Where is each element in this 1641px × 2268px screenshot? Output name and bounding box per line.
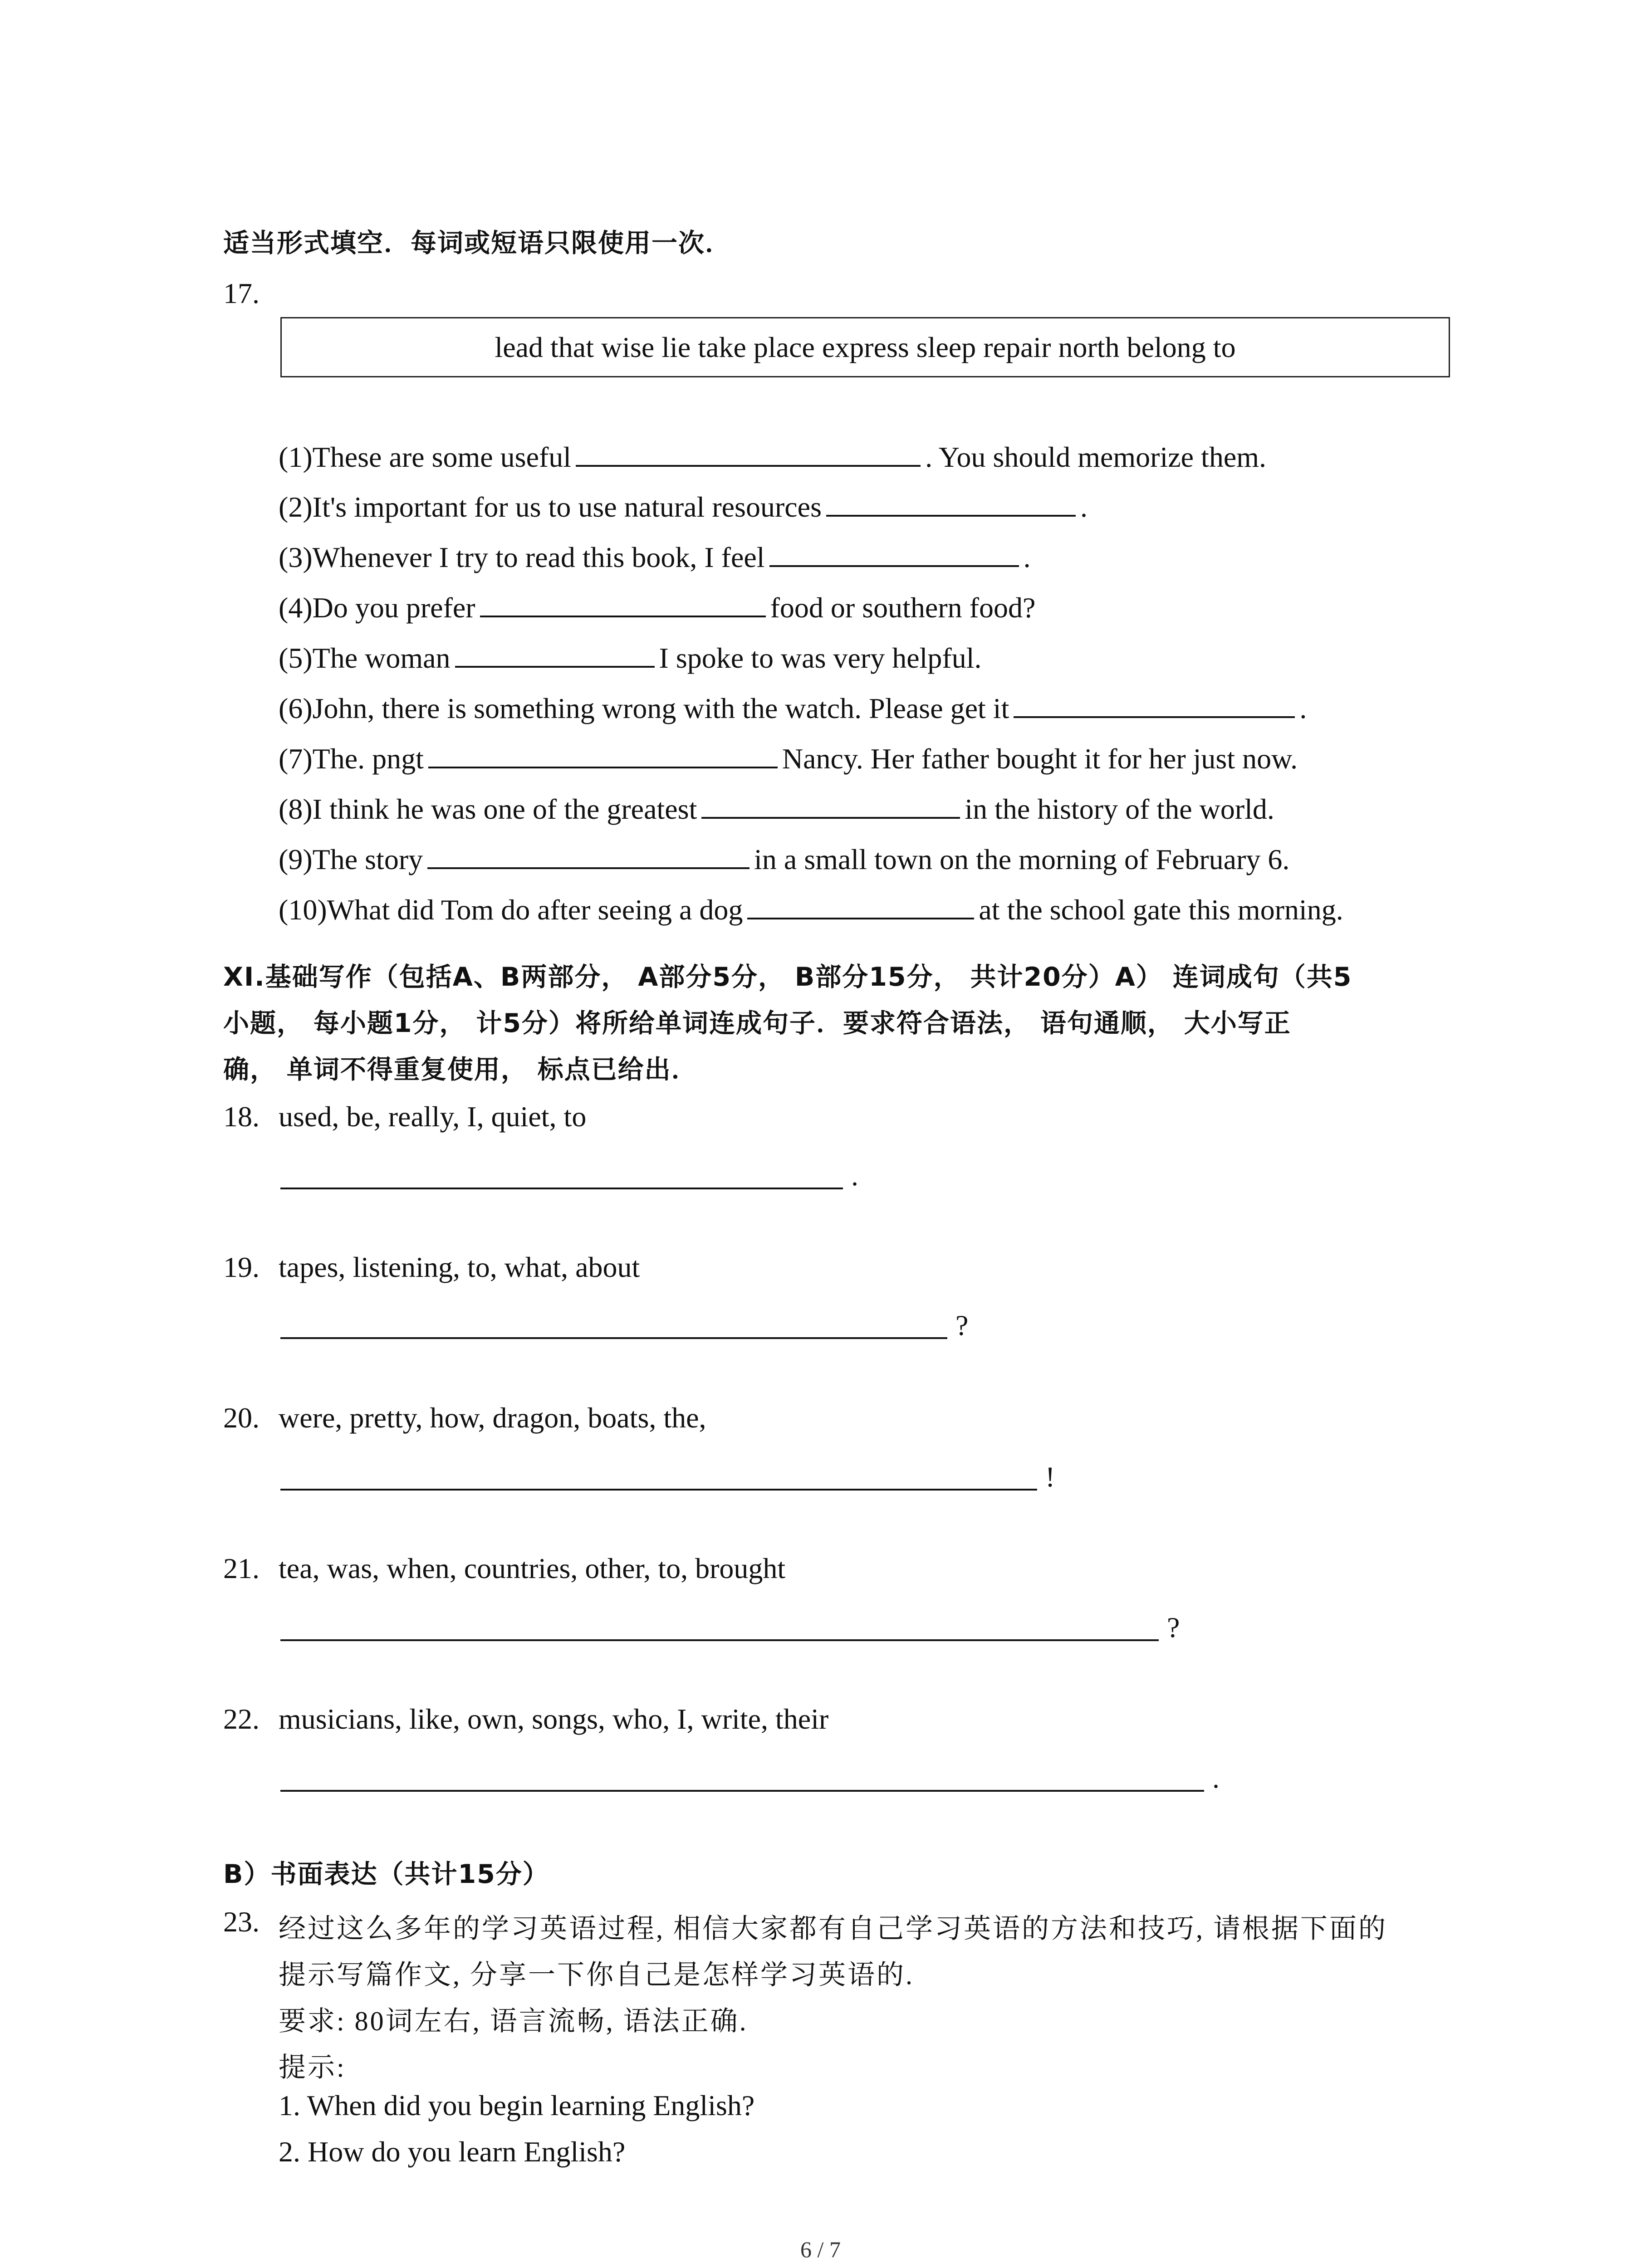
q17-number: 17.: [223, 277, 260, 309]
q19-number: 19.: [223, 1251, 260, 1283]
q19-punct: ?: [955, 1309, 969, 1341]
q17-item-9-pre: (9)The story: [279, 843, 423, 875]
q17-item-3: [279, 538, 1031, 572]
q22-answer-line[interactable]: [280, 1790, 1204, 1792]
q21-punct: ?: [1167, 1611, 1180, 1643]
q17-item-2: [279, 488, 1087, 522]
q17-item-10: [279, 890, 1343, 924]
q23-requirement: 要求: 80词左右, 语言流畅, 语法正确.: [279, 2006, 748, 2036]
q17-item-5-blank[interactable]: [455, 639, 655, 668]
q17-item-2-post: .: [1080, 491, 1087, 523]
q20-words: were, pretty, how, dragon, boats, the,: [279, 1402, 706, 1434]
q17-item-2-pre: (2)It's important for us to use natural resources: [279, 491, 822, 523]
q21-words: tea, was, when, countries, other, to, brought: [279, 1552, 786, 1584]
q17-item-6-post: .: [1299, 692, 1307, 724]
q17-item-9-post: in a small town on the morning of February 6.: [754, 843, 1290, 875]
section-b-heading: B）书面表达（共计15分）: [223, 1859, 549, 1889]
q23-number: 23.: [223, 1906, 260, 1938]
q21-number: 21.: [223, 1552, 260, 1584]
q23-hint-label: 提示:: [279, 2053, 346, 2082]
section-xi-line-2: 小题， 每小题1分， 计5分）将所给单词连成句子．要求符合语法， 语句通顺， 大小写正: [223, 1008, 1291, 1038]
q22-number: 22.: [223, 1703, 260, 1735]
q17-item-6-blank[interactable]: [1014, 689, 1295, 718]
q17-item-1-blank[interactable]: [576, 438, 921, 467]
q17-item-7-blank[interactable]: [428, 739, 778, 768]
q19-answer-line[interactable]: [280, 1337, 947, 1339]
q17-item-6: [279, 689, 1307, 723]
q17-item-8-pre: (8)I think he was one of the greatest: [279, 793, 697, 825]
q19-words: tapes, listening, to, what, about: [279, 1251, 640, 1283]
q17-item-4-blank[interactable]: [480, 588, 766, 617]
q17-item-9: [279, 840, 1289, 874]
q17-item-2-blank[interactable]: [826, 488, 1076, 517]
q17-item-4-post: food or southern food?: [770, 591, 1036, 624]
section-xi-line-3: 确， 单词不得重复使用， 标点已给出．: [223, 1055, 698, 1085]
q20-number: 20.: [223, 1402, 260, 1434]
section-xi-line-1: XI.基础写作（包括A、B两部分， A部分5分， B部分15分， 共计20分）A） 连词成句（共5: [223, 962, 1352, 992]
q17-item-4: [279, 588, 1035, 622]
q17-item-5: [279, 639, 981, 673]
q20-answer-line[interactable]: [280, 1489, 1037, 1491]
q23-hint-1: 1. When did you begin learning English?: [279, 2089, 755, 2121]
q17-item-8-post: in the history of the world.: [965, 793, 1274, 825]
q18-words: used, be, really, I, quiet, to: [279, 1100, 587, 1133]
q17-item-1-post: . You should memorize them.: [925, 441, 1267, 473]
q17-item-3-pre: (3)Whenever I try to read this book, I feel: [279, 541, 765, 573]
q23-prompt-line-2: 提示写篇作文, 分享一下你自己是怎样学习英语的.: [279, 1960, 914, 1990]
q17-item-1: [279, 438, 1266, 472]
q17-item-3-blank[interactable]: [769, 538, 1019, 567]
q17-item-9-blank[interactable]: [427, 840, 749, 869]
q20-punct: !: [1045, 1461, 1055, 1493]
q17-item-7-pre: (7)The. pngt: [279, 743, 424, 775]
q17-item-7: [279, 739, 1298, 773]
page-number: 6 / 7: [800, 2237, 841, 2262]
q17-item-10-blank[interactable]: [747, 890, 974, 919]
q18-punct: .: [851, 1159, 858, 1192]
q22-words: musicians, like, own, songs, who, I, write, their: [279, 1703, 829, 1735]
q17-item-6-pre: (6)John, there is something wrong with the watch. Please get it: [279, 692, 1009, 724]
q18-number: 18.: [223, 1100, 260, 1133]
q17-item-5-pre: (5)The woman: [279, 642, 451, 674]
instruction-top: 适当形式填空．每词或短语只限使用一次．: [223, 228, 732, 258]
q23-prompt-line-1: 经过这么多年的学习英语过程, 相信大家都有自己学习英语的方法和技巧, 请根据下面的: [279, 1914, 1387, 1944]
q17-item-3-post: .: [1023, 541, 1031, 573]
q18-answer-line[interactable]: [280, 1188, 843, 1189]
q17-item-10-post: at the school gate this morning.: [979, 894, 1343, 926]
q17-item-10-pre: (10)What did Tom do after seeing a dog: [279, 894, 743, 926]
q17-item-8: [279, 790, 1274, 824]
q17-item-1-pre: (1)These are some useful: [279, 441, 572, 473]
word-box-text: lead that wise lie take place express sleep repair north belong to: [495, 331, 1236, 363]
q17-item-7-post: Nancy. Her father bought it for her just now.: [782, 743, 1298, 775]
q23-hint-2: 2. How do you learn English?: [279, 2136, 626, 2168]
q17-item-8-blank[interactable]: [701, 790, 960, 819]
q21-answer-line[interactable]: [280, 1639, 1159, 1641]
q17-item-5-post: I spoke to was very helpful.: [659, 642, 982, 674]
q17-item-4-pre: (4)Do you prefer: [279, 591, 475, 624]
q22-punct: .: [1212, 1762, 1220, 1794]
word-box: [280, 317, 1450, 377]
